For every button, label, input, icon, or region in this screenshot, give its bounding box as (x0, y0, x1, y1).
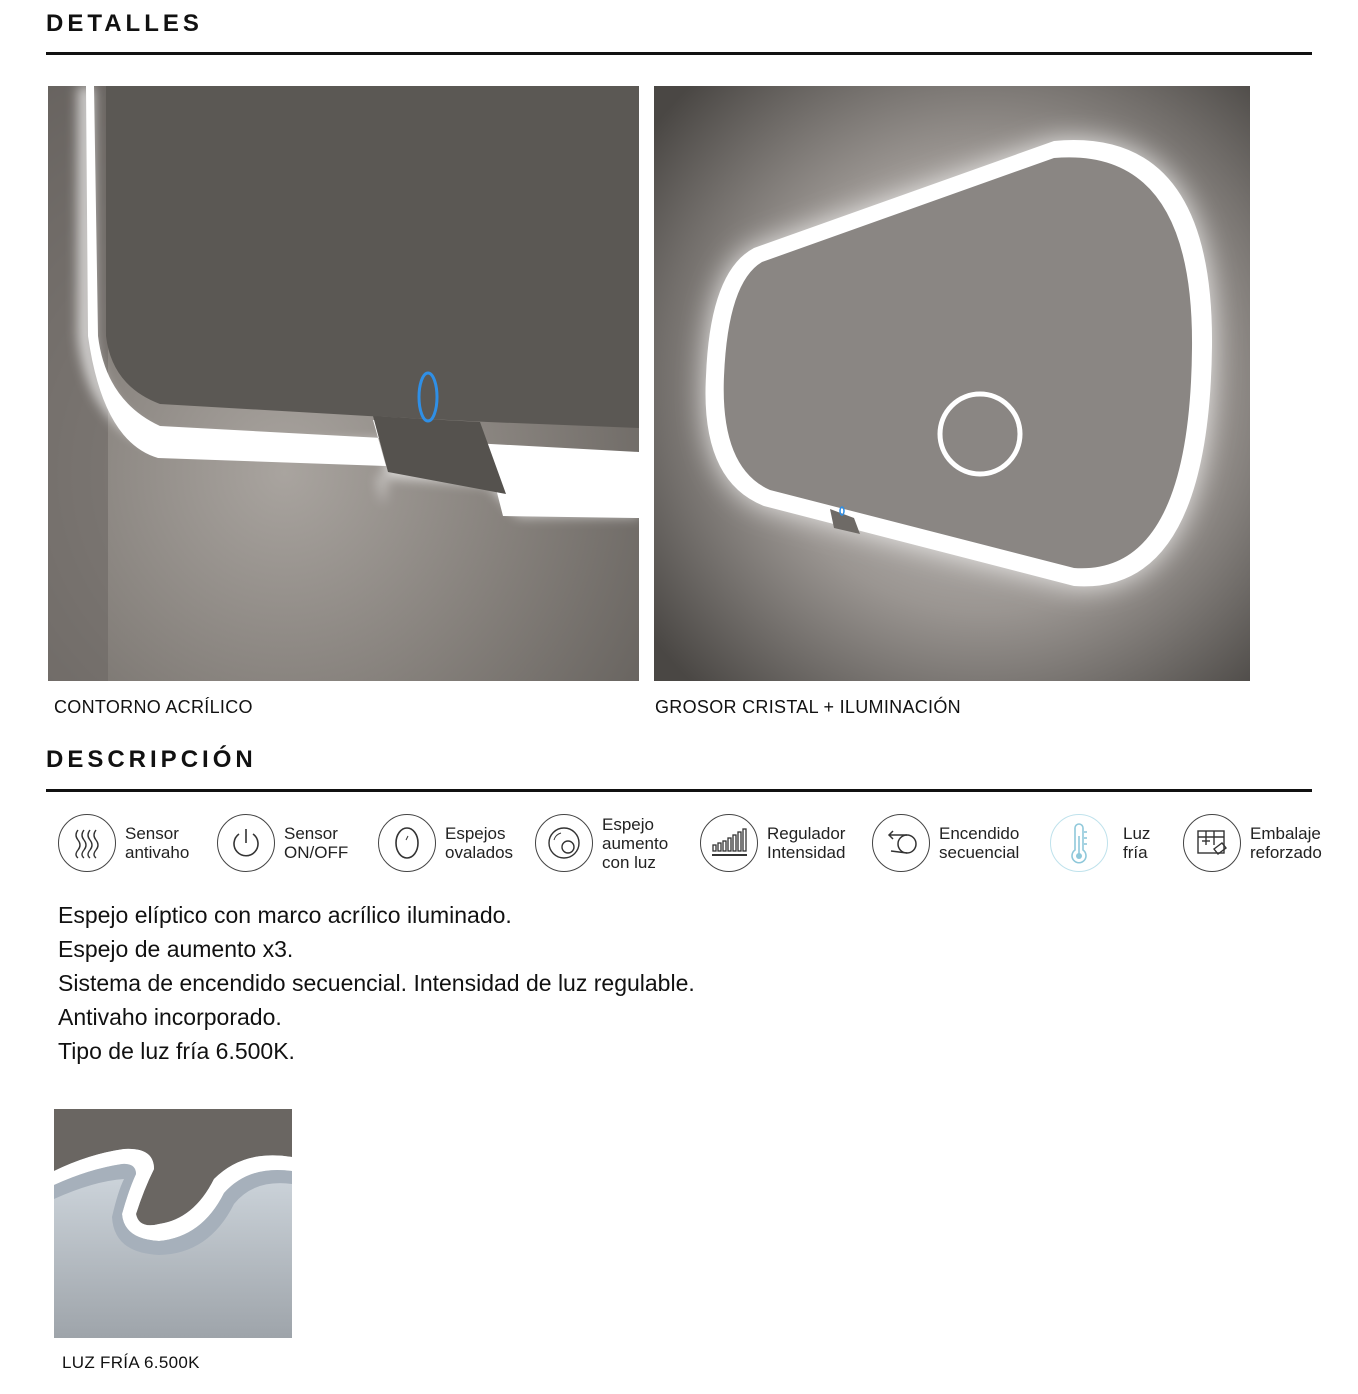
package-icon (1183, 814, 1241, 872)
feature-reinforced-packaging (1183, 811, 1322, 875)
feature-label: Encendido secuencial (939, 824, 1020, 862)
glass-lighting-photo (654, 86, 1250, 681)
sequence-arrow-icon (872, 814, 930, 872)
description-line: Antivaho incorporado. (58, 1004, 282, 1030)
description-line: Espejo de aumento x3. (58, 936, 294, 962)
cold-light-sample-photo (54, 1109, 292, 1338)
acrylic-contour-photo (48, 86, 639, 681)
description-line: Sistema de encendido secuencial. Intensidad de luz regulable. (58, 970, 695, 996)
feature-label: Embalaje reforzado (1250, 824, 1322, 862)
acrylic-contour-caption: CONTORNO ACRÍLICO (54, 697, 253, 717)
magnifier-mirror-icon (535, 814, 593, 872)
steam-waves-icon (58, 814, 116, 872)
feature-label: Espejos ovalados (445, 824, 514, 862)
description-line: Tipo de luz fría 6.500K. (58, 1038, 295, 1064)
description-title: DESCRIPCIÓN (46, 746, 257, 773)
feature-anti-fog (58, 811, 189, 875)
feature-sequential-switch (872, 811, 1019, 875)
feature-intensity-regulator (700, 811, 845, 875)
feature-label: Regulador Intensidad (767, 824, 846, 862)
feature-label: Luz fría (1123, 824, 1151, 862)
description-line: Espejo elíptico con marco acrílico iluminado. (58, 902, 512, 928)
intensity-bars-icon (700, 814, 758, 872)
feature-label: Espejo aumento con luz (602, 814, 669, 872)
thermometer-icon (1050, 814, 1108, 872)
feature-oval-mirrors (378, 811, 513, 875)
feature-label: Sensor antivaho (125, 824, 190, 862)
feature-magnifying-mirror (535, 811, 668, 875)
details-divider (46, 52, 1312, 55)
details-title: DETALLES (46, 10, 203, 37)
feature-label: Sensor ON/OFF (284, 824, 349, 862)
description-text (58, 898, 695, 1068)
feature-on-off (217, 811, 348, 875)
glass-lighting-caption: GROSOR CRISTAL + ILUMINACIÓN (655, 697, 961, 717)
power-icon (217, 814, 275, 872)
description-divider (46, 789, 1312, 792)
oval-mirror-icon (378, 814, 436, 872)
cold-light-sample-caption: LUZ FRÍA 6.500K (62, 1353, 200, 1372)
feature-cold-light (1050, 811, 1150, 875)
